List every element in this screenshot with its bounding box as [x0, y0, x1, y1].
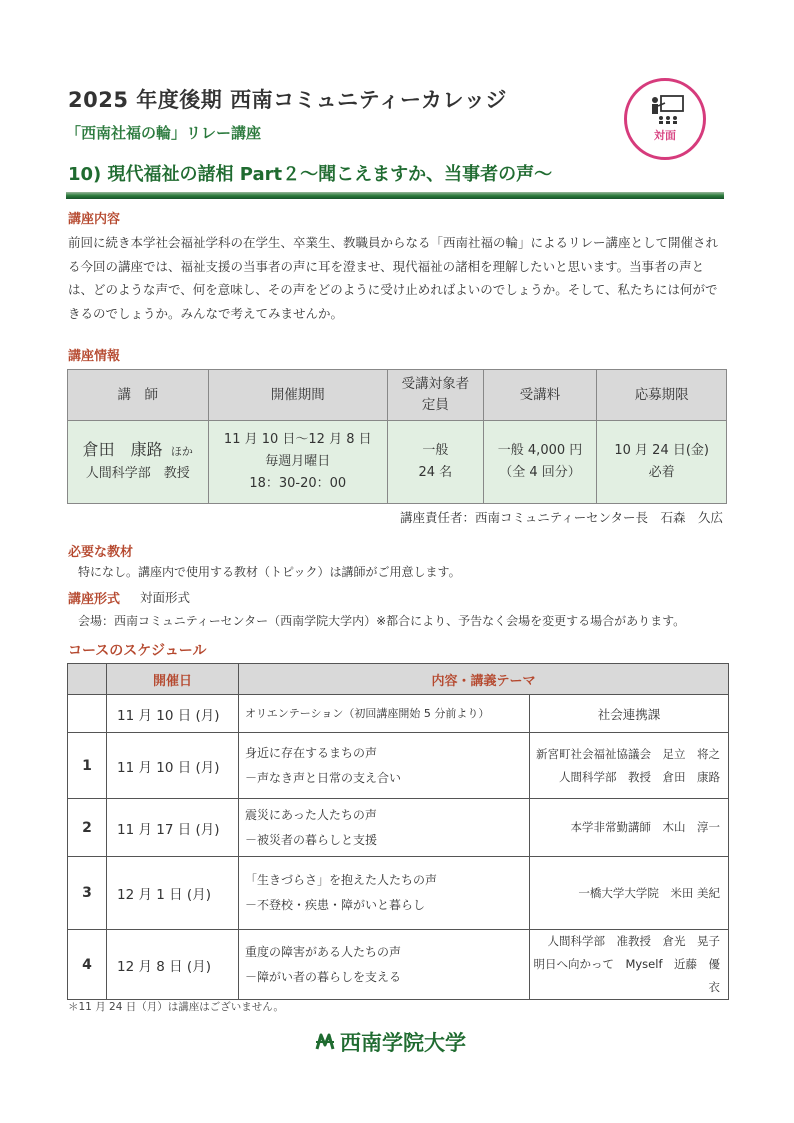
schedule-row-lecturer: 社会連携課 — [530, 695, 729, 733]
schedule-row-theme — [239, 733, 530, 799]
schedule-row-theme — [239, 857, 530, 930]
target-line: 24 名 — [418, 465, 453, 480]
lecturer-line: 人間科学部 教授 倉田 康路 — [559, 769, 720, 784]
target-line: 一般 — [422, 443, 449, 458]
responsible-person: 講座責任者：西南コミュニティーセンター長 石森 久広 — [400, 510, 724, 525]
info-period-cell — [208, 421, 387, 504]
schedule-row-date: 12 月 8 日 (月) — [107, 930, 239, 1000]
period-line: 毎週月曜日 — [265, 454, 331, 469]
series-title: 「西南社福の輪」リレー講座 — [66, 124, 262, 142]
lecturer-suffix: ほか — [170, 445, 193, 458]
deadline-line: 必着 — [648, 465, 675, 480]
info-table — [67, 369, 727, 504]
content-heading: 講座内容 — [68, 212, 121, 227]
fee-line: （全 4 回分） — [499, 465, 581, 480]
schedule-row-lecturer — [530, 930, 729, 1000]
period-line: 11 月 10 日～12 月 8 日 — [223, 432, 372, 447]
deadline-line: 10 月 24 日(金) — [614, 443, 709, 458]
schedule-row-date: 11 月 17 日 (月) — [107, 799, 239, 857]
lecturer-line: 本学非常勤講師 木山 淳一 — [570, 820, 720, 834]
lecturer-line: 新宮町社会福祉協議会 足立 将之 — [536, 746, 720, 761]
schedule-row-num: 1 — [68, 733, 107, 799]
format-heading: 講座形式 — [68, 592, 121, 607]
format-value: 対面形式 — [140, 590, 191, 605]
theme-main: 震災にあった人たちの声 — [245, 807, 377, 822]
info-deadline-cell — [597, 421, 727, 504]
lecturer-line: 明日へ向かって Myself 近藤 優衣 — [533, 957, 720, 994]
seinan-emblem-icon — [314, 1031, 336, 1053]
lecturer-name: 倉田 康路 — [82, 440, 163, 459]
materials-heading: 必要な教材 — [68, 545, 134, 560]
university-logo — [314, 1027, 466, 1057]
schedule-row-date: 12 月 1 日 (月) — [107, 857, 239, 930]
badge-label: 対面 — [654, 129, 676, 142]
page-title: 2025 年度後期 西南コミュニティーカレッジ — [68, 88, 507, 112]
theme-sub: －障がい者の暮らしを支える — [245, 969, 402, 984]
schedule-row-num: 4 — [68, 930, 107, 1000]
schedule-footnote: ＊11 月 24 日（月）は講座はございません。 — [68, 1001, 284, 1013]
info-header-target: 受講対象者 定員 — [387, 370, 483, 421]
theme-main: 重度の障害がある人たちの声 — [245, 944, 402, 959]
info-target-cell — [387, 421, 483, 504]
theme-sub: －不登校・疾患・障がいと暮らし — [245, 898, 426, 912]
lecturer-presentation-icon — [649, 95, 685, 125]
schedule-row-date: 11 月 10 日 (月) — [107, 695, 239, 733]
fee-line: 一般 4,000 円 — [497, 443, 583, 458]
venue-text: 会場：西南コミュニティーセンター（西南学院大学内）※都合により、予告なく会場を変更する場合があります。 — [78, 614, 686, 628]
schedule-row-lecturer — [530, 799, 729, 857]
lecturer-line: 人間科学部 准教授 倉光 晃子 — [547, 934, 720, 948]
content-body: 前回に続き本学社会福祉学科の在学生、卒業生、教職員からなる「西南社福の輪」によるリレー講座として開催される今回の講座では、福祉支援の当事者の声に耳を澄ませ、現代福祉の諸相を理解したいと思います。当事者の声とは、どのような声で、何を意味し、その声をどのように受け止めればよいのでしょうか。そして、私たちには何ができるのでしょうか。みんなで考えてみませんか。 — [68, 235, 719, 321]
lecturer-title: 人間科学部 教授 — [85, 466, 190, 481]
info-lecturer-cell — [68, 421, 209, 504]
schedule-row-lecturer — [530, 733, 729, 799]
schedule-row-num: 3 — [68, 857, 107, 930]
theme-sub: －声なき声と日常の支え合い — [245, 770, 402, 785]
lecturer-line: 一橋大学大学院 米田 美紀 — [578, 885, 720, 900]
info-fee-cell — [483, 421, 597, 504]
info-header-period: 開催期間 — [208, 370, 387, 421]
schedule-header-num — [68, 664, 107, 695]
info-header-lecturer: 講 師 — [68, 370, 209, 421]
schedule-header-date: 開催日 — [107, 664, 239, 695]
period-line: 18：30-20：00 — [249, 476, 347, 491]
info-header-fee: 受講料 — [483, 370, 597, 421]
logo-text: 西南学院大学 — [340, 1031, 466, 1055]
info-header-deadline: 応募期限 — [597, 370, 727, 421]
schedule-table — [67, 663, 729, 1000]
schedule-row-num — [68, 695, 107, 733]
info-heading: 講座情報 — [68, 349, 121, 364]
schedule-row-theme — [239, 799, 530, 857]
schedule-row-date: 11 月 10 日 (月) — [107, 733, 239, 799]
title-divider — [66, 192, 724, 199]
theme-main: 「生きづらさ」を抱えた人たちの声 — [245, 873, 438, 887]
schedule-row-num: 2 — [68, 799, 107, 857]
schedule-row-theme — [239, 930, 530, 1000]
lecture-title: 10) 現代福祉の諸相 Part２～聞こえますか、当事者の声～ — [68, 164, 553, 185]
schedule-heading: コースのスケジュール — [68, 643, 207, 659]
materials-body: 特になし。講座内で使用する教材（トピック）は講師がご用意します。 — [78, 565, 461, 579]
theme-main: 身近に存在するまちの声 — [245, 745, 378, 760]
format-badge — [624, 78, 706, 160]
theme-sub: －被災者の暮らしと支援 — [245, 832, 378, 847]
schedule-row-theme: オリエンテーション（初回講座開始 5 分前より） — [239, 695, 530, 733]
schedule-header-theme: 内容・講義テーマ — [239, 664, 729, 695]
schedule-row-lecturer — [530, 857, 729, 930]
